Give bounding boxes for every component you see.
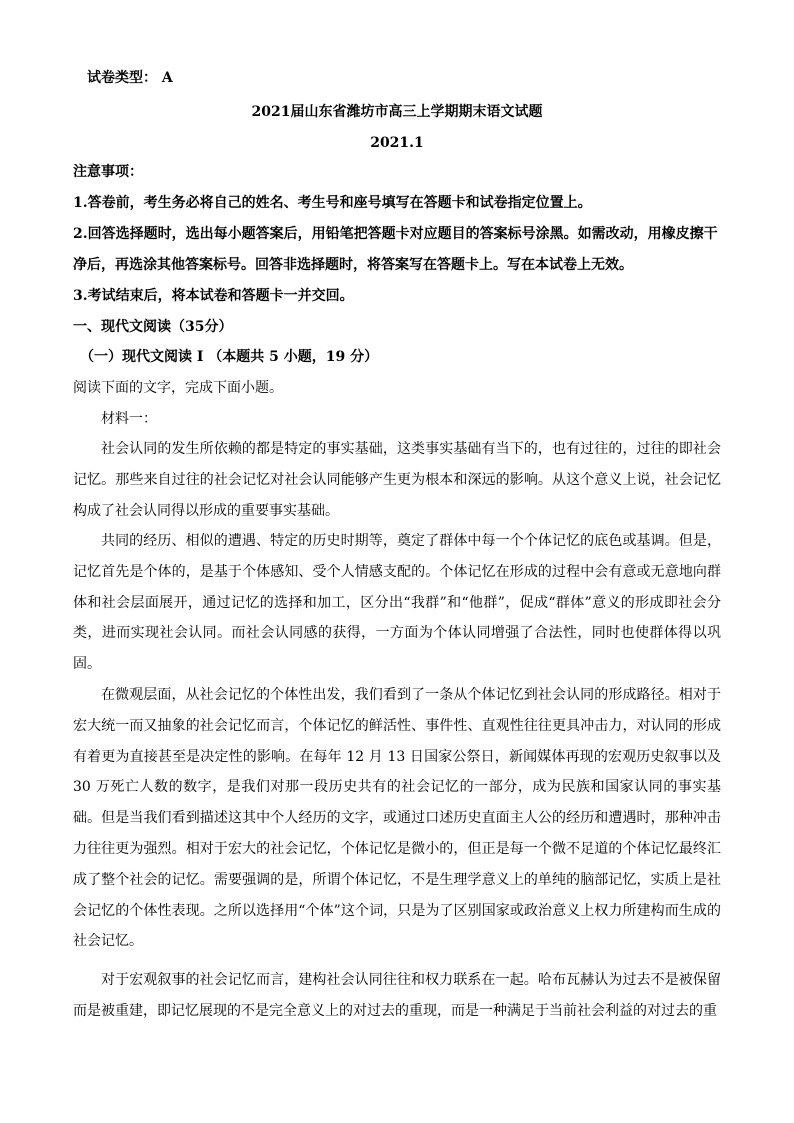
reading-instruction: 阅读下面的文字，完成下面小题。: [73, 380, 283, 396]
material-label: 材料一：: [101, 411, 157, 427]
exam-title: 2021届山东省潍坊市高三上学期期末语文试题: [251, 104, 543, 120]
exam-date: 2021.1: [370, 135, 424, 151]
subsection-heading: （一）现代文阅读 I （本题共 5 小题，19 分）: [80, 349, 379, 365]
notice-item-3: 3.考试结束后，将本试卷和答题卡一并交回。: [73, 288, 354, 304]
notice-heading: 注意事项：: [73, 164, 143, 180]
section-heading: 一、现代文阅读（35分）: [73, 319, 233, 335]
notice-item-2-line-2: 净后，再选涂其他答案标号。回答非选择题时，将答案写在答题卡上。写在本试卷上无效。: [73, 257, 633, 273]
paragraph-1: 社会认同的发生所依赖的都是特定的事实基础，这类事实基础有当下的，也有过往的，过往的即社会记忆。那些来自过往的社会记忆对社会认同能够产生更为根本和深远的影响。从这个意义上说，社会记忆构成了社会认同得以形成的重要事实基础。: [73, 441, 721, 519]
paragraph-4: 对于宏观叙事的社会记忆而言，建构社会认同往往和权力联系在一起。哈布瓦赫认为过去不是被保留而是被重建，即记忆展现的不是完全意义上的对过去的重现，而是一种满足于当前社会利益的对过去的重: [73, 972, 721, 1019]
paragraph-2: 共同的经历、相似的遭遇、特定的历史时期等，奠定了群体中每一个个体记忆的底色或基调。但是，记忆首先是个体的，是基于个体感知、受个人情感支配的。个体记忆在形成的过程中会有意或无意地向群体和社会层面展开，通过记忆的选择和加工，区分出“我群”和“他群”，促成“群体”意义的形成即社会分类，进而实现社会认同。而社会认同感的获得，一方面为个体认同增强了合法性，同时也使群体得以巩固。: [73, 533, 721, 673]
notice-item-2-line-1: 2.回答选择题时，选出每小题答案后，用铅笔把答题卡对应题目的答案标号涂黑。如需改动，用橡皮擦干: [73, 226, 718, 242]
notice-item-1: 1.答卷前，考生务必将自己的姓名、考生号和座号填写在答题卡和试卷指定位置上。: [73, 195, 592, 211]
exam-type-label: 试卷类型： A: [87, 70, 173, 86]
paragraph-3: 在微观层面，从社会记忆的个体性出发，我们看到了一条从个体记忆到社会认同的形成路径。相对于宏大统一而又抽象的社会记忆而言，个体记忆的鲜活性、事件性、直观性往往更具冲击力，对认同的形成有着更为直接甚至是决定性的影响。在每年 12 月 13 日国家公祭日，新闻媒体再现的宏观历史叙事以及 30 万死亡人数的数字，是我们对那一段历史共有的社会记忆的一部分，成为民族和国家认同的事实基础。但是当我们看到描述这其中个人经历的文字，或通过口述历史直面主人公的经历和遭遇时，那种冲击力往往更为强烈。相对于宏大的社会记忆，个体记忆是微小的，但正是每一个微不足道的个体记忆最终汇成了整个社会的记忆。需要强调的是，所谓个体记忆，不是生理学意义上的单纯的脑部记忆，实质上是社会记忆的个体性表现。之所以选择用“个体”这个词，只是为了区别国家或政治意义上权力所建构而生成的社会记忆。: [73, 687, 721, 950]
